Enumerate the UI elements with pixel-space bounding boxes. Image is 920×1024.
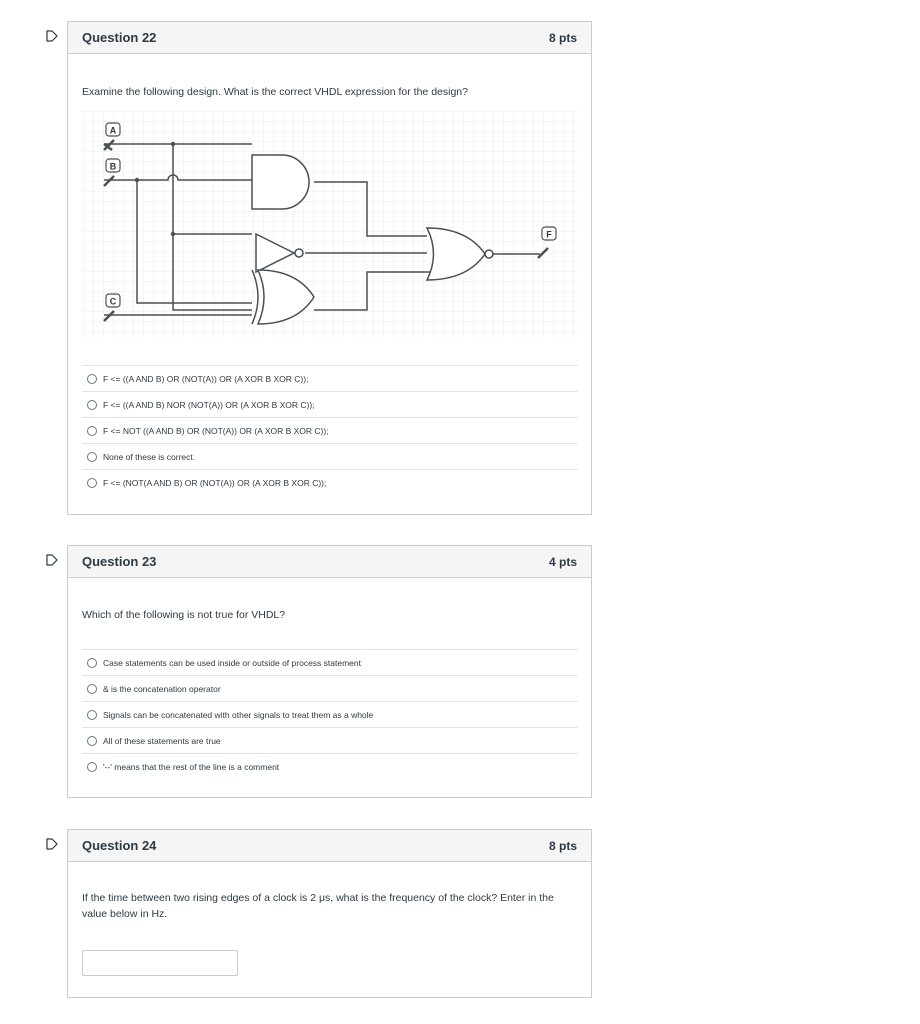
question-text: Examine the following design. What is the correct VHDL expression for the design? — [82, 86, 468, 98]
radio-button[interactable] — [87, 736, 97, 746]
junction-dot — [171, 142, 175, 146]
answer-label: & is the concatenation operator — [103, 683, 221, 694]
radio-button[interactable] — [87, 400, 97, 410]
answer-list — [82, 365, 578, 495]
svg-text:C: C — [109, 296, 117, 307]
answer-label: F <= ((A AND B) NOR (NOT(A)) OR (A XOR B XOR C)); — [103, 399, 315, 410]
answer-label: All of these statements are true — [103, 735, 221, 746]
question-title: Question 22 — [82, 30, 157, 45]
answer-option[interactable] — [82, 675, 578, 701]
svg-text:A: A — [109, 125, 117, 136]
logic-circuit-diagram — [82, 110, 578, 338]
answer-option[interactable] — [82, 701, 578, 727]
question-title: Question 24 — [82, 838, 157, 853]
answer-option[interactable] — [82, 365, 578, 391]
question-header — [68, 830, 591, 862]
answer-label: F <= (NOT(A AND B) OR (NOT(A)) OR (A XOR B XOR C)); — [103, 477, 327, 488]
junction-dot — [171, 232, 175, 236]
svg-text:F: F — [546, 229, 552, 240]
radio-button[interactable] — [87, 658, 97, 668]
question-title: Question 23 — [82, 554, 157, 569]
answer-option[interactable] — [82, 727, 578, 753]
flag-question-icon[interactable] — [46, 554, 58, 566]
answer-label: '--' means that the rest of the line is a comment — [103, 761, 280, 772]
radio-button[interactable] — [87, 452, 97, 462]
question-23 — [67, 545, 592, 798]
answer-label: Case statements can be used inside or outside of process statement — [103, 657, 361, 668]
answer-option[interactable] — [82, 469, 578, 495]
answer-input[interactable] — [82, 950, 238, 976]
question-header — [68, 546, 591, 578]
question-header — [68, 22, 591, 54]
answer-label: F <= ((A AND B) OR (NOT(A)) OR (A XOR B XOR C)); — [103, 373, 309, 384]
answer-label: Signals can be concatenated with other signals to treat them as a whole — [103, 709, 374, 720]
answer-option[interactable] — [82, 391, 578, 417]
question-22 — [67, 21, 592, 515]
radio-button[interactable] — [87, 684, 97, 694]
question-points: 4 pts — [548, 554, 577, 569]
answer-option[interactable] — [82, 417, 578, 443]
radio-button[interactable] — [87, 426, 97, 436]
answer-label: None of these is correct. — [103, 451, 196, 462]
svg-text:B: B — [109, 161, 117, 172]
question-points: 8 pts — [548, 838, 577, 853]
answer-option[interactable] — [82, 649, 578, 675]
answer-option[interactable] — [82, 443, 578, 469]
radio-button[interactable] — [87, 710, 97, 720]
answer-list — [82, 649, 578, 779]
question-text: Which of the following is not true for VHDL? — [82, 609, 286, 621]
question-24 — [67, 829, 592, 998]
radio-button[interactable] — [87, 478, 97, 488]
flag-question-icon[interactable] — [46, 30, 58, 42]
answer-label: F <= NOT ((A AND B) OR (NOT(A)) OR (A XOR B XOR C)); — [103, 425, 329, 436]
junction-dot — [135, 178, 139, 182]
answer-option[interactable] — [82, 753, 578, 779]
question-points: 8 pts — [548, 30, 577, 45]
radio-button[interactable] — [87, 374, 97, 384]
question-text: If the time between two rising edges of a clock is 2 μs, what is the frequency of the clock? Enter in the value below in Hz. — [82, 892, 554, 920]
flag-question-icon[interactable] — [46, 838, 58, 850]
and-gate — [252, 155, 309, 209]
radio-button[interactable] — [87, 762, 97, 772]
